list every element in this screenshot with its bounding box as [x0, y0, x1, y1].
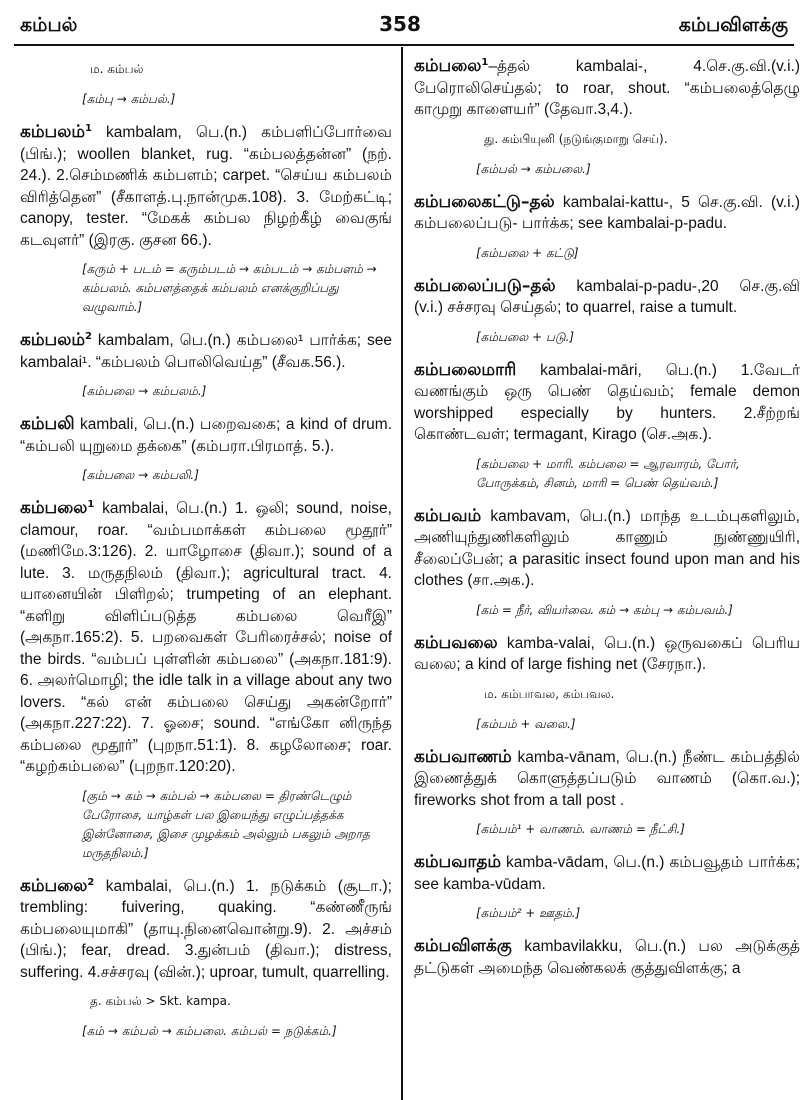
entry-headword: கம்பலை [20, 875, 88, 896]
etymology-note: [கம்பலை + கட்டு] [476, 245, 579, 260]
right-column [414, 56, 800, 988]
dictionary-entry [414, 192, 800, 235]
dictionary-entry [414, 56, 800, 121]
header-right-guideword: கம்பவிளக்கு [678, 14, 788, 36]
entry-definition: kambalai-kattu-, 5 செ.கு.வி. (v.i.) கம்பலைப்படு- பார்க்க; see kambalai-p-padu. [414, 193, 800, 232]
left-column [20, 56, 392, 1054]
etymology-note: [கம்பு → கம்பல்.] [82, 92, 176, 106]
etymology-note: [கும் → கம் → கம்பல் → கம்பலை = திரண்டெழும் பேரோசை, யாழ்கள் பல இயைந்து எழுப்பத்தக்க இன்னோசை, இசை முழக்கம் அல்லும் பகலும் அறாத மருதநிலம்.] [82, 788, 370, 860]
etymology-note: [கம் = நீர், வியர்வை. கம் → கம்பு → கம்பவம்.] [476, 602, 733, 617]
etymology-note: [கம்பலை → கம்பலி.] [82, 468, 199, 482]
dictionary-entry [414, 747, 800, 812]
header-rule [14, 44, 794, 46]
homonym-number: 2 [87, 876, 95, 888]
entry-headword: கம்பலைகட்டு–தல் [414, 191, 555, 212]
entry-definition: kambavilakku, பெ.(n.) பல அடுக்குத் தட்டுகள் அமைந்த வெண்கலக் குத்துவிளக்கு; a [414, 938, 800, 977]
homonym-number: 1 [481, 56, 489, 68]
entry-headword: கம்பலம் [20, 122, 85, 142]
cognate-note: து. கம்பியுனி (நடுங்குமாறு செய்). [484, 131, 668, 146]
dictionary-entry [20, 330, 392, 373]
etymology-note: [கம்பலை + படு.] [476, 329, 575, 344]
entry-definition: kambalai, பெ.(n.) 1. நடுக்கம் (சூடா.); trembling: fuivering, quaking. “கண்ணீருங் கம்பலையுமாகி” (தாயு.நினைவொன்று.9). 2. அச்சம் (பிங்.); fear, dread. 3.துன்பம் (திவா.); distress, suffering. 4.சச்சரவு (வின்.); uproar, tumult, quarrelling. [20, 877, 392, 981]
entry-definition: kamba-vānam, பெ.(n.) நீண்ட கம்பத்தில் இணைத்துக் கொளுத்தப்படும் வாணம் (கொ.வ.); fireworks shot from a tall post . [414, 748, 800, 809]
entry-headword: கம்பவாதம் [414, 852, 502, 872]
entry-definition: –த்தல் kambalai-, 4.செ.கு.வி.(v.i.) பேரொலிசெய்தல்; to roar, shout. “கம்பலைத்தெழு காமுறு காளையர்” (தேவா.3,4.). [414, 58, 800, 118]
etymology-note: [கம்பம்¹ + வாணம். வாணம் = நீட்சி.] [476, 822, 685, 836]
etymology-note: [கரும் + படம் = கரும்படம் → கம்படம் → கம்பளம் → கம்பலம். கம்பளத்தைக் கம்பலம் எனக்குறிப்பது வழுவாம்.] [82, 262, 377, 314]
homonym-number: 1 [87, 498, 95, 510]
etymology-note: [கம்பலை → கம்பலம்.] [82, 384, 207, 398]
entry-headword: கம்பலைமாரி [414, 359, 517, 380]
homonym-number: 2 [85, 330, 92, 342]
entry-headword: கம்பவிளக்கு [414, 936, 512, 956]
dictionary-entry [414, 276, 800, 319]
entry-headword: கம்பலை [20, 498, 88, 518]
dictionary-entry [20, 122, 392, 251]
dictionary-entry [414, 936, 800, 979]
entry-headword: கம்பலம் [20, 330, 85, 350]
cognate-note: ம. கம்பல் [90, 62, 144, 76]
entry-headword: கம்பலி [20, 414, 75, 434]
entry-headword: கம்பவலை [414, 632, 498, 653]
entry-headword: கம்பவாணம் [414, 746, 512, 767]
etymology-note: [கம்பம்² + ஊதம்.] [476, 906, 581, 920]
dictionary-entry [20, 414, 392, 457]
entry-definition: kambavam, பெ.(n.) மாந்த உடம்புகளிலும், அணியுந்துணிகளிலும் காணும் நுண்ணுயிரி, சீலைப்பேன்; a parasitic insect found upon man and his clothes (சா.அக.). [414, 507, 800, 589]
entry-definition: kambalam, பெ.(n.) கம்பலை¹ பார்க்க; see kambalai¹. “கம்பலம் பொலிவெய்த” (சீவக.56.). [20, 332, 392, 371]
entry-definition: kamba-vādam, பெ.(n.) கம்பவூதம் பார்க்க; see kamba-vūdam. [414, 854, 800, 893]
dictionary-entry [414, 506, 800, 592]
page-header [0, 0, 800, 46]
dictionary-entry [20, 876, 392, 984]
entry-definition: kambalai-p-padu-,20 செ.கு.வி (v.i.) சச்சரவு செய்தல்; to quarrel, raise a tumult. [414, 277, 800, 316]
entry-definition: kambali, பெ.(n.) பறைவகை; a kind of drum. “கம்பலி யுறுமை தக்கை” (கம்பரா.பிரமாத். 5.). [20, 416, 392, 455]
entry-definition: kamba-valai, பெ.(n.) ஒருவகைப் பெரிய வலை; a kind of large fishing net (சேரநா.). [414, 634, 800, 673]
dictionary-entry [414, 852, 800, 895]
etymology-note: [கம்பம் + வலை.] [476, 716, 576, 731]
entry-headword: கம்பலை [414, 56, 482, 76]
cognate-note: ம. கம்பாவல, கம்பவல. [484, 686, 615, 701]
entry-definition: kambalai-māri, பெ.(n.) 1.வேடர் வணங்கும் ஒரு பெண் தெய்வம்; female demon worshipped especially by hunters. 2.சீற்றங் கொண்டவள்; termagant, Kirago (செ.அக.). [414, 361, 800, 443]
entry-definition: kambalam, பெ.(n.) கம்பளிப்போர்வை (பிங்.); woollen blanket, rug. “கம்பலத்தன்ன” (நற். 24.). 2.செம்மணிக் கம்பளம்; carpet. “செய்ய கம்பலம் விரித்தென” (சீகாளத்.பு.நான்முக.108). 3. மேற்கட்டி; canopy, tester. “மேகக் கம்பல நிழற்கீழ் வைகுங் கடவுளர்” (இரகு. குசன 66.). [20, 124, 392, 249]
etymology-note: [கம்பலை + மாரி. கம்பலை = ஆரவாரம், போர், போருக்கம், சினம், மாரி = பெண் தெய்வம்.] [476, 456, 740, 490]
cognate-note: த. கம்பல் > Skt. kampa. [90, 994, 231, 1008]
entry-headword: கம்பலைப்படு–தல் [414, 275, 556, 296]
homonym-number: 1 [85, 122, 92, 134]
etymology-note: [கம்பல் → கம்பலை.] [476, 161, 591, 176]
dictionary-entry [414, 633, 800, 676]
page-number: 358 [379, 12, 421, 36]
header-left-guideword: கம்பல் [20, 14, 78, 36]
dictionary-entry [20, 498, 392, 778]
entry-definition: kambalai, பெ.(n.) 1. ஒலி; sound, noise, clamour, roar. “வம்பமாக்கள் கம்பலை மூதூர்” (மணிமே.3:126). 2. யாழோசை (திவா.); sound of a lute. 3. மருதநிலம் (திவா.); agricultural tract. 4. யானையின் பிளிறல்; trumpeting of an elephant. “களிறு விளிப்படுத்த கம்பலை வெரீஇ” (அகநா.165:2). 5. பறவைகள் பேரிரைச்சல்; noise of the birds. “வம்பப் புள்ளின் கம்பலை” (அகநா.181:9). 6. அலர்மொழி; the idle talk in a village about any two lovers. “கல் என் கம்பலை செய்து அகன்றோர்” (அகநா.227:22). 7. ஓசை; sound. “எங்கோ னிருந்த கம்பலை மூதூர்” (புறநா.51:1). 8. கழலோசை; roar. “கழற்கம்பலை” (புறநா.120:20). [20, 500, 392, 775]
etymology-note: [கம் → கம்பல் → கம்பலை. கம்பல் = நடுக்கம்.] [82, 1024, 337, 1038]
dictionary-entry [414, 360, 800, 446]
column-divider [401, 47, 403, 1100]
entry-headword: கம்பவம் [414, 505, 482, 526]
